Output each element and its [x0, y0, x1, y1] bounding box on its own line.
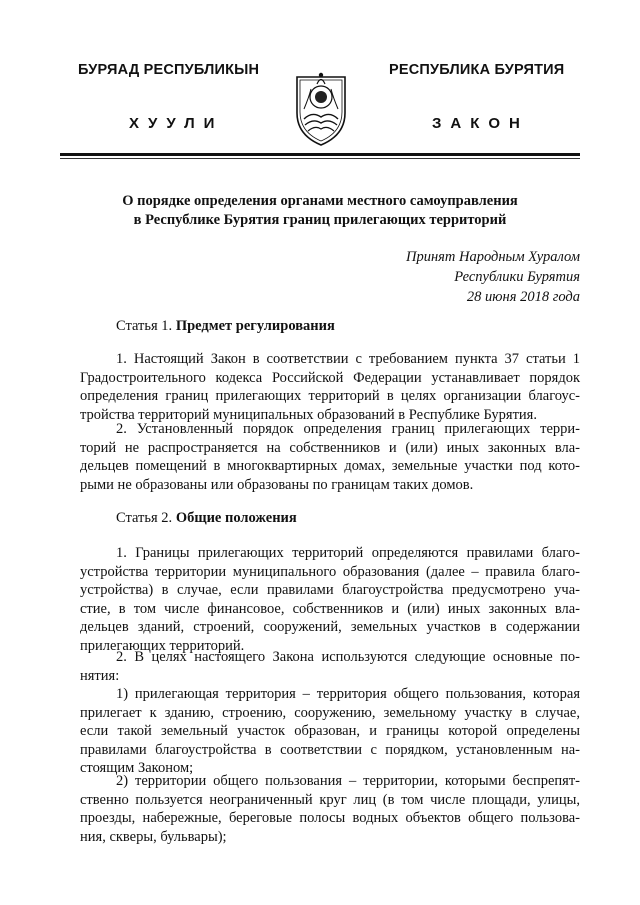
article-1-paragraph-2	[80, 420, 580, 494]
article-1-paragraph-1	[80, 350, 580, 424]
text-line: стоящим Законом;	[80, 760, 194, 776]
text-line: торий не распространяется на собственников и (или) иных законных вла-	[80, 439, 580, 456]
text-line: ственно пользуется неограниченный круг лиц (в том числе площади, улицы,	[80, 791, 580, 808]
article-1-heading	[116, 318, 335, 335]
adoption-note	[340, 247, 580, 307]
text-line: нятия:	[80, 667, 120, 684]
text-line: 1. Настоящий Закон в соответствии с требованием пункта 37 статьи 1	[116, 351, 580, 367]
article-2-heading	[116, 510, 297, 527]
header-right-title: РЕСПУБЛИКА БУРЯТИЯ	[389, 62, 565, 78]
header-left-doctype: ХУУЛИ	[129, 115, 224, 132]
article-title: Общие положения	[175, 510, 297, 526]
article-title: Предмет регулирования	[175, 318, 335, 334]
adoption-date: 28 июня 2018 года	[466, 289, 580, 305]
article-2-paragraph-1	[80, 544, 580, 655]
adoption-line: Принят Народным Хуралом	[405, 249, 580, 265]
law-title-line: О порядке определения органами местного самоуправления	[122, 193, 518, 209]
article-2-definition-2	[80, 772, 580, 846]
text-line: прилегающих территорий.	[80, 637, 245, 654]
coat-of-arms-emblem	[291, 67, 351, 147]
adoption-line: Республики Бурятия	[454, 269, 580, 285]
text-line: ния, скверы, бульвары);	[80, 828, 227, 845]
text-line: прилегает к зданию, строению, сооружению, земельному участку в случае,	[80, 704, 580, 721]
header-rule-thick	[60, 153, 580, 156]
text-line: рыми не образованы или образованы по границам таких домов.	[80, 476, 474, 493]
text-line: Градостроительного кодекса Российской Федерации устанавливает порядок	[80, 369, 580, 386]
text-line: 2. Установленный порядок определения границ прилегающих терри-	[116, 421, 580, 437]
law-title-line: в Республике Бурятия границ прилегающих территорий	[133, 212, 507, 228]
text-line: правилами благоустройства в соответствии с порядком, установленным на-	[80, 741, 580, 758]
text-line: стие, в том числе финансовое, собственников и (или) иных законных вла-	[80, 600, 580, 617]
header-rule-thin	[60, 158, 580, 159]
header-right-doctype: ЗАКОН	[432, 115, 529, 132]
text-line: 1. Границы прилегающих территорий определяются правилами благо-	[116, 545, 580, 561]
text-line: тройства территорий муниципальных образований в Республике Бурятия.	[80, 406, 537, 423]
text-line: проезды, набережные, береговые полосы водных объектов общего пользова-	[80, 810, 580, 826]
text-line: 1) прилегающая территория – территория общего пользования, которая	[116, 686, 580, 702]
text-line: определения границ прилегающих территорий в целях организации благоус-	[80, 388, 580, 404]
article-number: Статья 1.	[116, 318, 173, 334]
text-line: устройства территории муниципального образования (далее – правила благо-	[80, 563, 580, 580]
text-line: если такой земельный участок образован, и границы которой определены	[80, 723, 580, 739]
text-line: 2) территории общего пользования – территории, которыми беспрепят-	[116, 773, 580, 789]
article-2-paragraph-2	[80, 648, 580, 685]
text-line: 2. В целях настоящего Закона используются следующие основные по-	[116, 649, 580, 665]
header-left-title: БУРЯАД РЕСПУБЛИКЫН	[78, 62, 260, 78]
text-line: дельцев зданий, строений, сооружений, земельных участков в содержании	[80, 619, 580, 635]
article-2-definition-1	[80, 685, 580, 778]
text-line: дельцев помещений в многоквартирных домах, земельные участки под кото-	[80, 458, 580, 474]
article-number: Статья 2.	[116, 510, 173, 526]
law-title	[60, 192, 580, 230]
text-line: устройства) в случае, если правилами благоустройства предусмотрено уча-	[80, 582, 580, 598]
